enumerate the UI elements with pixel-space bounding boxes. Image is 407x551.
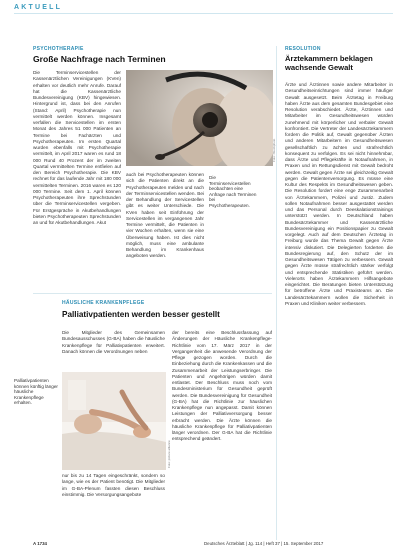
article3-col2-text: der bereits eine Beschlussfassung auf Änderungen der Häusliche Krankenpflege-Richtlinie vom 17. März 2017 in der Vergangenheit die anwesende Verordnung der Pflege gezogen worden. Durch die Einbeziehung durch die Krankenkassen und die Zusammenarbeit der Leistungserbringer. Die Patienten und Angehörigen würden damit entlastet. Der Beschluss muss noch vom Bundesministerium für Gesundheit geprüft werden. Die Bundesvereinigung für Gesundheit (G-BA) hat die Richtlinie zur häuslichen Krankenpflege nun angepasst. Damit können Leistungen der Palliativversorgung besser erbracht werden. Die Ärzte können die häusliche Krankenpflege für Palliativpatienten länger verordnen. Der G-BA hat die Richtlinie entsprechend geändert. [172, 330, 272, 442]
page-number: A 1734 [33, 541, 47, 546]
article1-col2-text: auch bei Psychotherapeuten können sich die Patienten direkt an die Psychotherapeuten melden und nach der Terminservicestellen wenden. Bei der Behandlung der Servicestellen gibt es weiter Unterschiede. Die KVen haben seit Einführung der Servicestellen im vergangenen Jahr Termine vermittelt, die Patienten in vier Wochen erhalten, wenn sie eine Überweisung haben. Ist dies nicht möglich, muss eine ambulante Behandlung im Krankenhaus angeboten werden. [126, 172, 204, 259]
article1-photo-credit: Foto: iStockphoto [272, 138, 276, 162]
article2-body [285, 82, 393, 534]
article2-rubric: RESOLUTION [285, 46, 321, 52]
article3-rubric: HÄUSLICHE KRANKENPFLEGE [62, 300, 145, 306]
article3-col1-text: Die Mitglieder des Gemeinsamen Bundesausschusses (G-BA) haben die häusliche Krankenpflege für Palliativpatienten erweitert. Danach können die Verordnungen neben [62, 330, 165, 354]
article3-headline: Palliativpatienten werden besser gestellt [62, 310, 220, 319]
article3-col1b [62, 473, 165, 537]
article3-photo [62, 372, 166, 470]
article1-headline: Große Nachfrage nach Terminen [33, 54, 166, 64]
article-separator [33, 293, 272, 294]
article2-body-text: Ärzte und Ärztinnen sowie andere Mitarbeiter in Gesundheitseinrichtungen sind immer häufiger Gewalt ausgesetzt. Beim Ärztetag in Freiburg haben Ärzte aus dem gesamten Bundesgebiet eine Resolution verabschiedet. Ärzte, Ärztinnen und Mitarbeiter im Gesundheitswesen würden zunehmend mit körperlicher und verbaler Gewalt konfrontiert. Die Vertreter der Landesärztekammern fordern die Politik auf, Gewalt gegenüber Ärzten und anderen Mitarbeitern im Gesundheitswesen gesellschaftlich zu ächten und strafrechtlich konsequent zu verfolgen. Es sei nicht hinnehmbar, dass Ärzte und Pflegekräfte in Notaufnahmen, in Praxen und im Rettungsdienst mit Gewalt bedroht werden. Gewalt gegen Ärzte sei gleichzeitig Gewalt gegen die Patientenversorgung. Es müsse eine Kultur des Respekts im Gesundheitswesen geben. Die Resolution fordert eine enge Zusammenarbeit von Ärztekammern, Polizei und Justiz. Zudem sollen Notaufnahmen besser ausgestattet werden und das Personal durch Deeskalationstrainings unterstützt werden. In Deutschland haben Bundesärztekammer und Kassenärztliche Bundesvereinigung ein Positionspapier zu Gewalt vorgelegt. Auch auf dem Deutschen Ärztetag in Freiburg wurde das Thema Gewalt gegen Ärzte intensiv diskutiert. Die Delegierten forderten die Bundesregierung auf, den Schutz der im Gesundheitswesen Tätigen zu verbessern. Gewalt gegen Ärzte müsse strafrechtlich stärker verfolgt und entsprechende Statistiken geführt werden. Vielerorts haben Ärztekammern Hilfsangebote eingerichtet. Die Beratungen bieten Unterstützung für betroffene Ärzte und Praxisteams an. Die Landesärztekammern wollen die Sicherheit in Praxen und Kliniken weiter verbessern. [285, 82, 393, 306]
article1-photo [126, 70, 273, 166]
journal-footer: Deutsches Ärzteblatt | Jg. 114 | Heft 37 | 15. September 2017 [204, 541, 324, 546]
section-rule [14, 13, 393, 14]
article3-col1 [62, 330, 165, 370]
article1-col1-text: Die Terminservicestellen der Kassenärztlichen Vereinigungen (KVen) erhalten vor deutlich mehr Anrufe. Darauf hat die Kassenärztliche Bundesvereinigung (KBV) hingewiesen. Hintergrund ist, dass bei den Anrufen (Stand: April) Psychotherapie nun vermittelt werden können. Insgesamt verfallen die Servicestellen im ersten Monat des Jahres 51 000 Patienten an Termine bei Fachärzten und Psychotherapeuten. Im ersten Quartal wurden ebenfalls mit Psychotherapie vermittelt, im April 2017 waren es rund 18 000 Rund 40 Prozent der im zweiten Quartal vermittelten Termine entfielen auf den Bereich Psychotherapie. Die KBV rechnet für das laufende Jahr mit 180 000 vermittelten Terminen. 2016 waren es 120 000 Termine. Seit dem 1. April können Psychotherapeuten ihre Sprechstunden über die Terminservicestellen vergeben. Für Erstgespräche in Akutbehandlungen bieten Psychotherapeuten Sprechstunden an und für Akutbehandlungen. Akut [33, 70, 121, 225]
article2-headline: Ärztekammern beklagen wachsende Gewalt [285, 54, 373, 72]
article3-col1b-text: nur bis zu 14 Tagen eingeschränkt, sondern so lange, wie es der Patient benötigt. Die Mitglieder im G-BA-Plenum fassten diesen Beschluss einstimmig. Die Versorgungsangebote [62, 473, 165, 497]
section-tag: AKTUELL [14, 4, 63, 11]
article1-col1 [33, 70, 121, 315]
column-divider [276, 46, 277, 540]
article1-photo-caption: Die Terminservicestellen beobachten eine Anfrage nach Terminen bei Psychotherapeuten. [209, 175, 257, 208]
article3-col2 [172, 330, 272, 533]
article3-photo-credit: Foto: picture alliance [167, 440, 171, 468]
care-photo-illustration [62, 372, 166, 470]
article1-col2 [126, 172, 204, 284]
article1-rubric: PSYCHOTHERAPIE [33, 46, 84, 52]
article3-photo-caption: Palliativpatienten können künftig länger häusliche Krankenpflege erhalten. [14, 378, 58, 406]
headset-photo-illustration [126, 70, 273, 166]
